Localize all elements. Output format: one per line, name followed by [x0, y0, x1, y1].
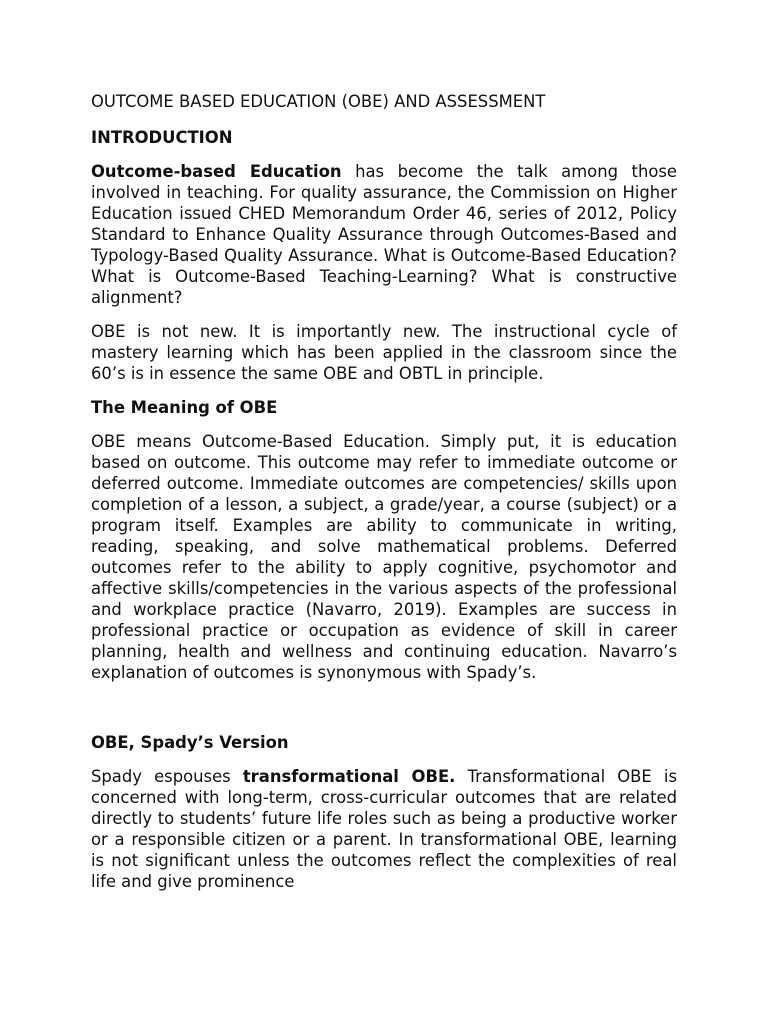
- spady-paragraph: [91, 766, 677, 892]
- blank-line: [91, 696, 677, 732]
- introduction-paragraph-1-text: has become the talk among those involved in teaching. For quality assurance, the Commission on Higher Education issued CHED Memorandum Order 46, series of 2012, Policy Standard to Enhance Quality Assurance through Outcomes-Based and Typology-Based Quality Assurance. What is Outcome-Based Education? What is Outcome-Based Teaching-Learning? What is constructive alignment?: [91, 162, 677, 307]
- document-title: OUTCOME BASED EDUCATION (OBE) AND ASSESSMENT: [91, 92, 546, 111]
- introduction-paragraph-2: OBE is not new. It is importantly new. The instructional cycle of mastery learning which has been applied in the classroom since the 60’s is in essence the same OBE and OBTL in principle.: [91, 322, 677, 383]
- meaning-heading: The Meaning of OBE: [91, 398, 278, 417]
- meaning-paragraph: OBE means Outcome-Based Education. Simply put, it is education based on outcome. This outcome may refer to immediate outcome or deferred outcome. Immediate outcomes are competencies/ skills upon completion of a lesson, a subject, a grade/year, a course (subject) or a program itself. Examples are ability to communicate in writing, reading, speaking, and solve mathematical problems. Deferred outcomes refer to the ability to apply cognitive, psychomotor and affective skills/competencies in the various aspects of the professional and workplace practice (Navarro, 2019). Examples are success in professional practice or occupation as evidence of skill in career planning, health and wellness and continuing education. Navarro’s explanation of outcomes is synonymous with Spady’s.: [91, 432, 677, 682]
- introduction-paragraph-1: [91, 161, 677, 308]
- spady-heading: OBE, Spady’s Version: [91, 733, 289, 752]
- introduction-heading: INTRODUCTION: [91, 128, 233, 147]
- spady-paragraph-start: Spady espouses: [91, 767, 243, 786]
- spady-bold-term: transformational OBE.: [242, 767, 456, 786]
- spady-paragraph-text: Transformational OBE is concerned with long-term, cross-curricular outcomes that are related directly to students’ future life roles such as being a productive worker or a responsible citizen or a parent. In transformational OBE, learning is not significant unless the outcomes reflect the complexities of real life and give prominence: [91, 767, 678, 891]
- document-body: [91, 91, 677, 905]
- introduction-bold-term: Outcome-based Education: [91, 162, 342, 181]
